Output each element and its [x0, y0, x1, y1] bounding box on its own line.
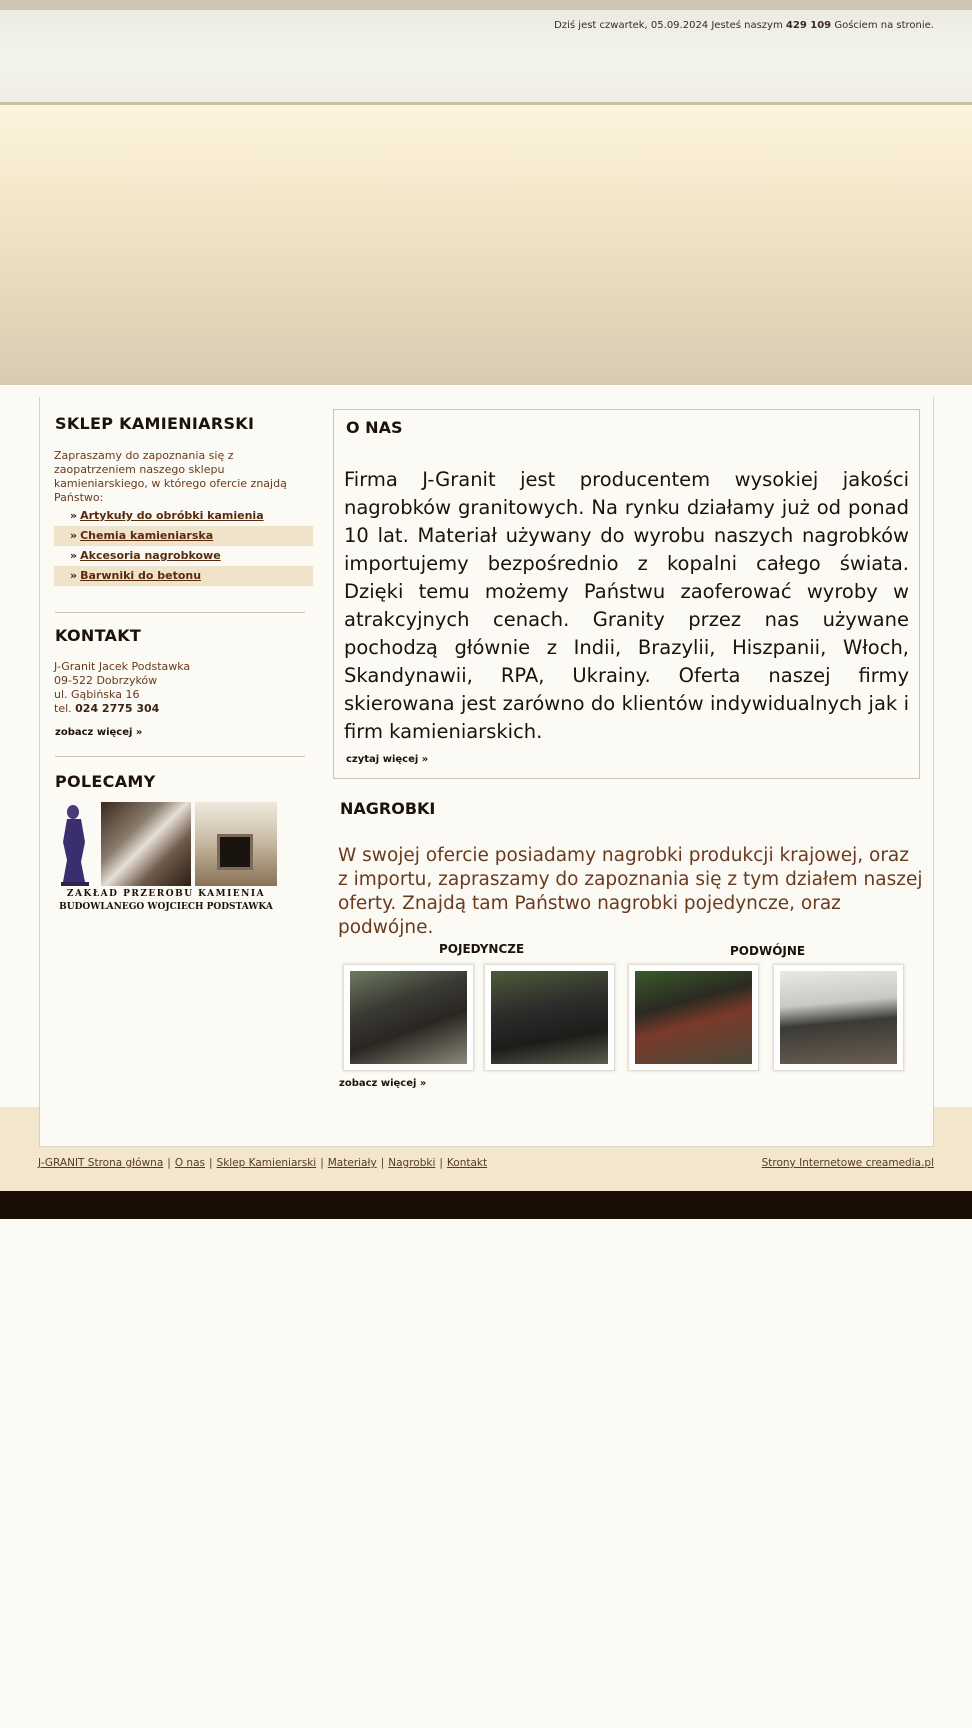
footer-link-tombs[interactable]: Nagrobki [388, 1157, 436, 1169]
contact-details [54, 660, 190, 716]
single-tombs-label[interactable]: POJEDYNCZE [439, 942, 525, 956]
footer-link-about[interactable]: O nas [174, 1157, 205, 1169]
contact-phone-line [54, 702, 190, 716]
double-tombs-label[interactable]: PODWÓJNE [730, 944, 806, 958]
page-header [0, 10, 972, 105]
about-box [333, 409, 920, 779]
shop-item-link[interactable]: Akcesoria nagrobkowe [80, 549, 221, 562]
tombs-text: W swojej ofercie posiadamy nagrobki produkcji krajowej, oraz z importu, zapraszamy do zapoznania się z tym działem naszej oferty. Znajdą tam Państwo nagrobki pojedyncze, oraz podwójne. [338, 845, 923, 938]
contact-more-link[interactable]: zobacz więcej » [55, 727, 143, 738]
shop-item-link[interactable]: Chemia kamieniarska [80, 529, 214, 542]
fireplace-insert [217, 834, 253, 870]
tomb-photo [491, 971, 608, 1064]
stairs-photo [101, 802, 191, 886]
shop-item[interactable] [54, 506, 313, 526]
header-banner [0, 105, 972, 385]
separator: | [167, 1157, 171, 1169]
contact-name: J-Granit Jacek Podstawka [54, 660, 191, 673]
sidebar-divider [55, 612, 305, 613]
footer-link-contact[interactable]: Kontakt [446, 1157, 488, 1169]
contact-street: ul. Gąbińska 16 [54, 688, 140, 701]
footer-nav [38, 1157, 487, 1169]
double-tomb-thumb[interactable] [773, 964, 904, 1071]
single-tomb-thumb[interactable] [484, 964, 615, 1071]
footer-link-home[interactable]: J-GRANIT Strona główna [38, 1157, 164, 1169]
shop-category-list [54, 506, 313, 586]
contact-phone: 024 2775 304 [75, 702, 160, 715]
footer-link-materials[interactable]: Materiały [327, 1157, 377, 1169]
tombs-more-link[interactable]: zobacz więcej » [339, 1078, 427, 1089]
shop-item[interactable] [54, 526, 313, 546]
tomb-photo [635, 971, 752, 1064]
footer-link-shop[interactable]: Sklep Kamieniarski [216, 1157, 317, 1169]
recommend-title: POLECAMY [55, 772, 156, 791]
shop-title: SKLEP KAMIENIARSKI [55, 414, 255, 433]
chevron-right-icon: » [70, 509, 78, 522]
partner-banner[interactable] [55, 802, 277, 914]
separator: | [208, 1157, 213, 1169]
partner-caption-1: ZAKŁAD PRZEROBU KAMIENIA [66, 889, 266, 899]
shop-item[interactable] [54, 546, 313, 566]
credit-link[interactable]: Strony Internetowe creamedia.pl [761, 1157, 934, 1169]
separator: | [439, 1157, 443, 1169]
tomb-photo [350, 971, 467, 1064]
separator: | [380, 1157, 385, 1169]
single-tomb-thumb[interactable] [343, 964, 474, 1071]
shop-item-link[interactable]: Artykuły do obróbki kamienia [80, 509, 264, 522]
shop-intro: Zapraszamy do zapoznania się z zaopatrzeniem naszego sklepu kamieniarskiego, w którego ofercie znajdą Państwo: [54, 449, 287, 504]
separator: | [320, 1157, 324, 1169]
visitor-suffix: Gościem na stronie. [834, 20, 934, 31]
chevron-right-icon: » [70, 569, 78, 582]
about-text: Firma J-Granit jest producentem wysokiej jakości nagrobków granitowych. Na rynku działamy już od ponad 10 lat. Materiał używany do wyrobu naszych nagrobków importujemy bezpośrednio z kopalni całego świata. Dzięki temu możemy Państwu zaoferować wyroby w atrakcyjnych cenach. Granity przez nas używane pochodzą głównie z Indii, Brazylii, Hiszpanii, Włoch, Skandynawii, RPA, Ukrainy. Oferta naszej firmy skierowana jest zarówno do klientów indywidualnych jak i firm kamieniarskich. [344, 468, 909, 743]
shop-item-link[interactable]: Barwniki do betonu [80, 569, 202, 582]
contact-title: KONTAKT [55, 626, 142, 645]
contact-tel-label: tel. [54, 702, 72, 715]
contact-postal: 09-522 Dobrzyków [54, 674, 158, 687]
double-tomb-thumb[interactable] [628, 964, 759, 1071]
about-title: O NAS [346, 418, 403, 437]
tomb-photo [780, 971, 897, 1064]
visitor-prefix: Dziś jest czwartek, 05.09.2024 Jesteś naszym [554, 20, 783, 31]
visitor-counter [554, 20, 934, 31]
tombs-title: NAGROBKI [340, 799, 436, 818]
statue-icon [55, 802, 95, 886]
chevron-right-icon: » [70, 529, 78, 542]
footer-credit [762, 1157, 934, 1169]
visitor-count: 429 109 [785, 20, 832, 31]
partner-caption-2: BUDOWLANEGO WOJCIECH PODSTAWKA [59, 902, 273, 912]
about-more-link[interactable]: czytaj więcej » [346, 754, 429, 765]
top-strip [0, 0, 972, 10]
shop-item[interactable] [54, 566, 313, 586]
bottom-bar [0, 1191, 972, 1219]
sidebar-divider [55, 756, 305, 757]
fireplace-photo [195, 802, 277, 886]
chevron-right-icon: » [70, 549, 78, 562]
